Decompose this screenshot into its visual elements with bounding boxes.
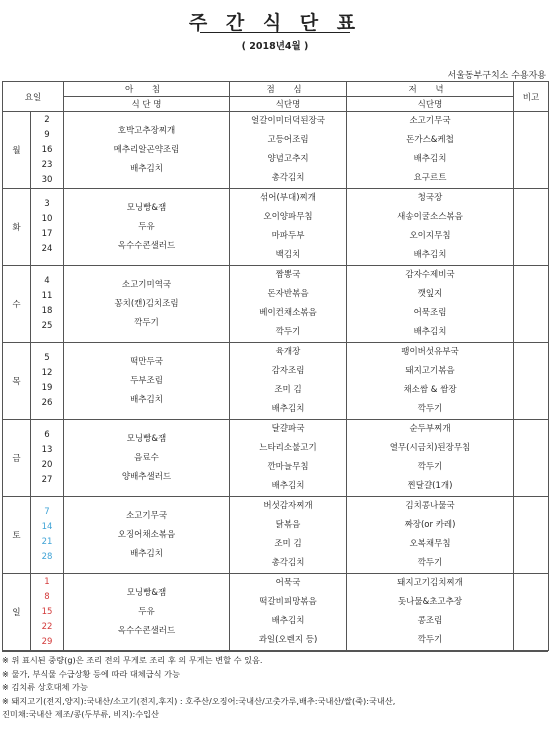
date-number: 22 xyxy=(41,621,53,632)
breakfast-item: 소고기무국 xyxy=(125,510,168,521)
dinner-item: 감자수제비국 xyxy=(405,270,455,280)
dinner-item: 배추김치 xyxy=(413,327,447,337)
dinner-item: 돼지고기김치찌개 xyxy=(397,578,463,588)
breakfast-item: 떡만두국 xyxy=(130,356,163,367)
lunch-item: 마파두부 xyxy=(271,231,305,241)
dinner-item: 배추김치 xyxy=(413,154,447,164)
day-row xyxy=(3,574,549,651)
day-name: 토 xyxy=(3,497,31,574)
lunch-item: 얼갈이미더덕된장국 xyxy=(251,116,325,126)
menu-table xyxy=(2,81,549,651)
lunch-cell xyxy=(230,420,347,497)
lunch-item: 총각김치 xyxy=(271,173,305,183)
subheader-row xyxy=(3,97,549,112)
dinner-item: 청국장 xyxy=(417,193,443,203)
breakfast-item: 모닝빵&잼 xyxy=(126,202,167,213)
date-number: 8 xyxy=(44,591,50,602)
day-name: 월 xyxy=(3,112,31,189)
day-row xyxy=(3,112,549,189)
breakfast-cell xyxy=(64,266,230,343)
date-number: 18 xyxy=(41,306,53,316)
dinner-cell xyxy=(347,420,514,497)
breakfast-item: 배추김치 xyxy=(130,163,163,174)
subheader-dinner: 식단명 xyxy=(347,97,514,112)
day-row xyxy=(3,343,549,420)
breakfast-item: 깍두기 xyxy=(134,317,159,328)
dinner-item: 팽이버섯유부국 xyxy=(401,347,459,357)
dinner-item: 채소쌈 & 쌈장 xyxy=(403,385,457,395)
day-name: 목 xyxy=(3,343,31,420)
date-number: 14 xyxy=(41,522,53,532)
header-day: 요일 xyxy=(3,82,64,112)
lunch-cell xyxy=(230,574,347,651)
date-number: 12 xyxy=(41,368,53,378)
date-number: 25 xyxy=(41,321,53,331)
breakfast-item: 배추김치 xyxy=(130,548,163,559)
dinner-item: 콩조림 xyxy=(417,616,443,626)
breakfast-item: 꽁치(캔)김치조림 xyxy=(114,298,179,309)
lunch-item: 달걀파국 xyxy=(271,424,305,434)
breakfast-item: 음료수 xyxy=(134,452,159,463)
date-number: 21 xyxy=(41,537,53,547)
lunch-item: 짬뽕국 xyxy=(275,270,301,280)
lunch-item: 느타리소불고기 xyxy=(259,443,317,453)
breakfast-item: 메추리알곤약조림 xyxy=(113,144,180,155)
lunch-item: 깍두기 xyxy=(275,327,301,337)
dinner-item: 깍두기 xyxy=(417,462,443,472)
remarks-cell xyxy=(514,497,549,574)
dinner-item: 배추김치 xyxy=(413,250,447,260)
note-line: ※ 돼지고기(전지,양지):국내산/소고기(전지,후지) : 호주산/오징어:국내산/고춧가루,배추:국내산/쌀(죽):국내산, xyxy=(2,695,396,706)
facility-label: 서울동부구치소 수용자용 xyxy=(447,71,546,81)
breakfast-item: 오징어채소볶음 xyxy=(117,529,176,540)
breakfast-cell xyxy=(64,189,230,266)
dinner-cell xyxy=(347,189,514,266)
day-row xyxy=(3,189,549,266)
day-dates xyxy=(31,112,64,189)
dinner-item: 오복채무침 xyxy=(409,539,451,549)
lunch-cell xyxy=(230,112,347,189)
page-subtitle: ( 2018년4월 ) xyxy=(241,41,309,52)
dinner-item: 깍두기 xyxy=(417,558,443,568)
day-name: 수 xyxy=(3,266,31,343)
day-dates xyxy=(31,497,64,574)
lunch-item: 베이컨채소볶음 xyxy=(259,308,317,318)
lunch-item: 감자조림 xyxy=(271,366,305,376)
lunch-cell xyxy=(230,189,347,266)
dinner-item: 돈가스&케첩 xyxy=(406,135,454,145)
date-number: 27 xyxy=(41,475,53,485)
dinner-item: 순두부찌개 xyxy=(409,424,451,434)
lunch-item: 조미 김 xyxy=(274,385,302,395)
remarks-cell xyxy=(514,343,549,420)
date-number: 7 xyxy=(44,507,50,517)
dinner-cell xyxy=(347,497,514,574)
dinner-cell xyxy=(347,574,514,651)
dinner-item: 돼지고기볶음 xyxy=(405,366,455,376)
remarks-cell xyxy=(514,420,549,497)
header-remarks: 비고 xyxy=(514,82,549,112)
lunch-cell xyxy=(230,343,347,420)
breakfast-cell xyxy=(64,420,230,497)
title-underline xyxy=(200,32,350,33)
date-number: 3 xyxy=(44,199,50,209)
dinner-item: 소고기무국 xyxy=(409,116,451,126)
note-line: ※ 위 표시된 중량(g)은 조리 전의 무게로 조리 후 의 무게는 변할 수 있음. xyxy=(2,655,263,665)
dinner-item: 열무(시금치)된장무침 xyxy=(389,443,471,453)
date-number: 2 xyxy=(44,114,50,125)
notes-section xyxy=(2,651,548,722)
day-row xyxy=(3,420,549,497)
day-dates xyxy=(31,420,64,497)
breakfast-item: 모닝빵&잼 xyxy=(126,587,167,598)
date-number: 26 xyxy=(41,398,53,408)
day-dates xyxy=(31,343,64,420)
day-name: 금 xyxy=(3,420,31,497)
lunch-item: 백김치 xyxy=(275,250,301,260)
date-number: 19 xyxy=(41,383,53,393)
dinner-cell xyxy=(347,343,514,420)
date-number: 24 xyxy=(41,244,53,254)
day-row xyxy=(3,266,549,343)
lunch-item: 돈자반볶음 xyxy=(267,289,309,299)
header-breakfast: 아 침 xyxy=(64,82,230,97)
day-name: 화 xyxy=(3,189,31,266)
dinner-item: 돗나물&초고추장 xyxy=(397,597,463,607)
lunch-item: 섞어(부대)찌개 xyxy=(260,193,316,203)
dinner-item: 새송이굴소스볶음 xyxy=(397,212,463,222)
date-number: 4 xyxy=(44,276,50,286)
breakfast-item: 두유 xyxy=(138,606,155,617)
breakfast-cell xyxy=(64,343,230,420)
dinner-item: 짜장(or 카레) xyxy=(404,520,456,530)
remarks-cell xyxy=(514,112,549,189)
day-dates xyxy=(31,266,64,343)
date-number: 28 xyxy=(41,552,53,562)
date-number: 20 xyxy=(41,460,53,470)
date-number: 29 xyxy=(41,636,53,647)
lunch-item: 과일(오렌지 등) xyxy=(258,635,318,645)
dinner-item: 요구르트 xyxy=(413,173,447,183)
date-number: 5 xyxy=(44,353,50,363)
dinner-item: 오이지무침 xyxy=(409,231,451,241)
date-number: 30 xyxy=(41,174,53,185)
breakfast-cell xyxy=(64,574,230,651)
remarks-cell xyxy=(514,266,549,343)
date-number: 13 xyxy=(41,445,53,455)
date-number: 9 xyxy=(44,129,50,140)
lunch-cell xyxy=(230,266,347,343)
dinner-item: 찐달걀(1개) xyxy=(407,481,453,491)
page-title: 주 간 식 단 표 xyxy=(188,12,362,34)
dinner-item: 깍두기 xyxy=(417,404,443,414)
dinner-item: 김치콩나물국 xyxy=(405,501,455,511)
lunch-item: 어묵국 xyxy=(275,578,301,588)
remarks-cell xyxy=(514,574,549,651)
day-row xyxy=(3,497,549,574)
date-number: 15 xyxy=(41,606,53,617)
dinner-cell xyxy=(347,266,514,343)
date-number: 17 xyxy=(41,229,53,239)
dinner-item: 어묵조림 xyxy=(413,308,447,318)
lunch-item: 육개장 xyxy=(275,347,301,357)
lunch-item: 오이양파무침 xyxy=(263,212,313,222)
breakfast-item: 두부조림 xyxy=(130,375,163,386)
lunch-item: 버섯감자찌개 xyxy=(263,501,313,511)
date-number: 16 xyxy=(41,144,53,155)
breakfast-item: 양배추샐러드 xyxy=(121,471,172,482)
lunch-item: 배추김치 xyxy=(271,616,305,626)
lunch-item: 총각김치 xyxy=(271,558,305,568)
breakfast-item: 옥수수콘샐러드 xyxy=(117,240,176,251)
lunch-item: 깐마늘무침 xyxy=(267,462,309,472)
header-row xyxy=(3,82,549,97)
date-number: 6 xyxy=(44,430,50,440)
breakfast-item: 모닝빵&잼 xyxy=(126,433,167,444)
day-name: 일 xyxy=(3,574,31,651)
breakfast-item: 호박고추장찌개 xyxy=(117,125,176,136)
breakfast-item: 옥수수콘샐러드 xyxy=(117,625,176,636)
date-number: 1 xyxy=(44,576,50,587)
day-dates xyxy=(31,189,64,266)
note-line: ※ 물가, 부식물 수급상황 등에 따라 대체급식 가능 xyxy=(2,668,180,679)
date-number: 10 xyxy=(41,214,53,224)
dinner-item: 깍두기 xyxy=(417,635,443,645)
dinner-item: 깻잎지 xyxy=(417,289,443,299)
breakfast-item: 배추김치 xyxy=(130,394,163,405)
lunch-item: 닭볶음 xyxy=(275,520,301,530)
subheader-breakfast: 식 단 명 xyxy=(64,97,230,112)
note-line: 진미채:국내산 제조/콩(두부류, 비지):수입산 xyxy=(2,709,159,719)
date-number: 11 xyxy=(41,291,53,301)
lunch-item: 고등어조림 xyxy=(267,135,309,145)
lunch-cell xyxy=(230,497,347,574)
lunch-item: 떡갈비피망볶음 xyxy=(259,597,317,607)
day-dates xyxy=(31,574,64,651)
breakfast-cell xyxy=(64,112,230,189)
breakfast-item: 소고기미역국 xyxy=(121,279,172,290)
subheader-lunch: 식단명 xyxy=(230,97,347,112)
date-number: 23 xyxy=(41,159,53,170)
lunch-item: 배추김치 xyxy=(271,404,305,414)
note-line: ※ 김치류 상호대체 가능 xyxy=(2,682,88,692)
breakfast-cell xyxy=(64,497,230,574)
remarks-cell xyxy=(514,189,549,266)
header-dinner: 저 녁 xyxy=(347,82,514,97)
breakfast-item: 두유 xyxy=(138,221,155,232)
lunch-item: 양념고추지 xyxy=(267,154,309,164)
header-lunch: 점 심 xyxy=(230,82,347,97)
lunch-item: 배추김치 xyxy=(271,481,305,491)
lunch-item: 조미 김 xyxy=(274,539,302,549)
dinner-cell xyxy=(347,112,514,189)
